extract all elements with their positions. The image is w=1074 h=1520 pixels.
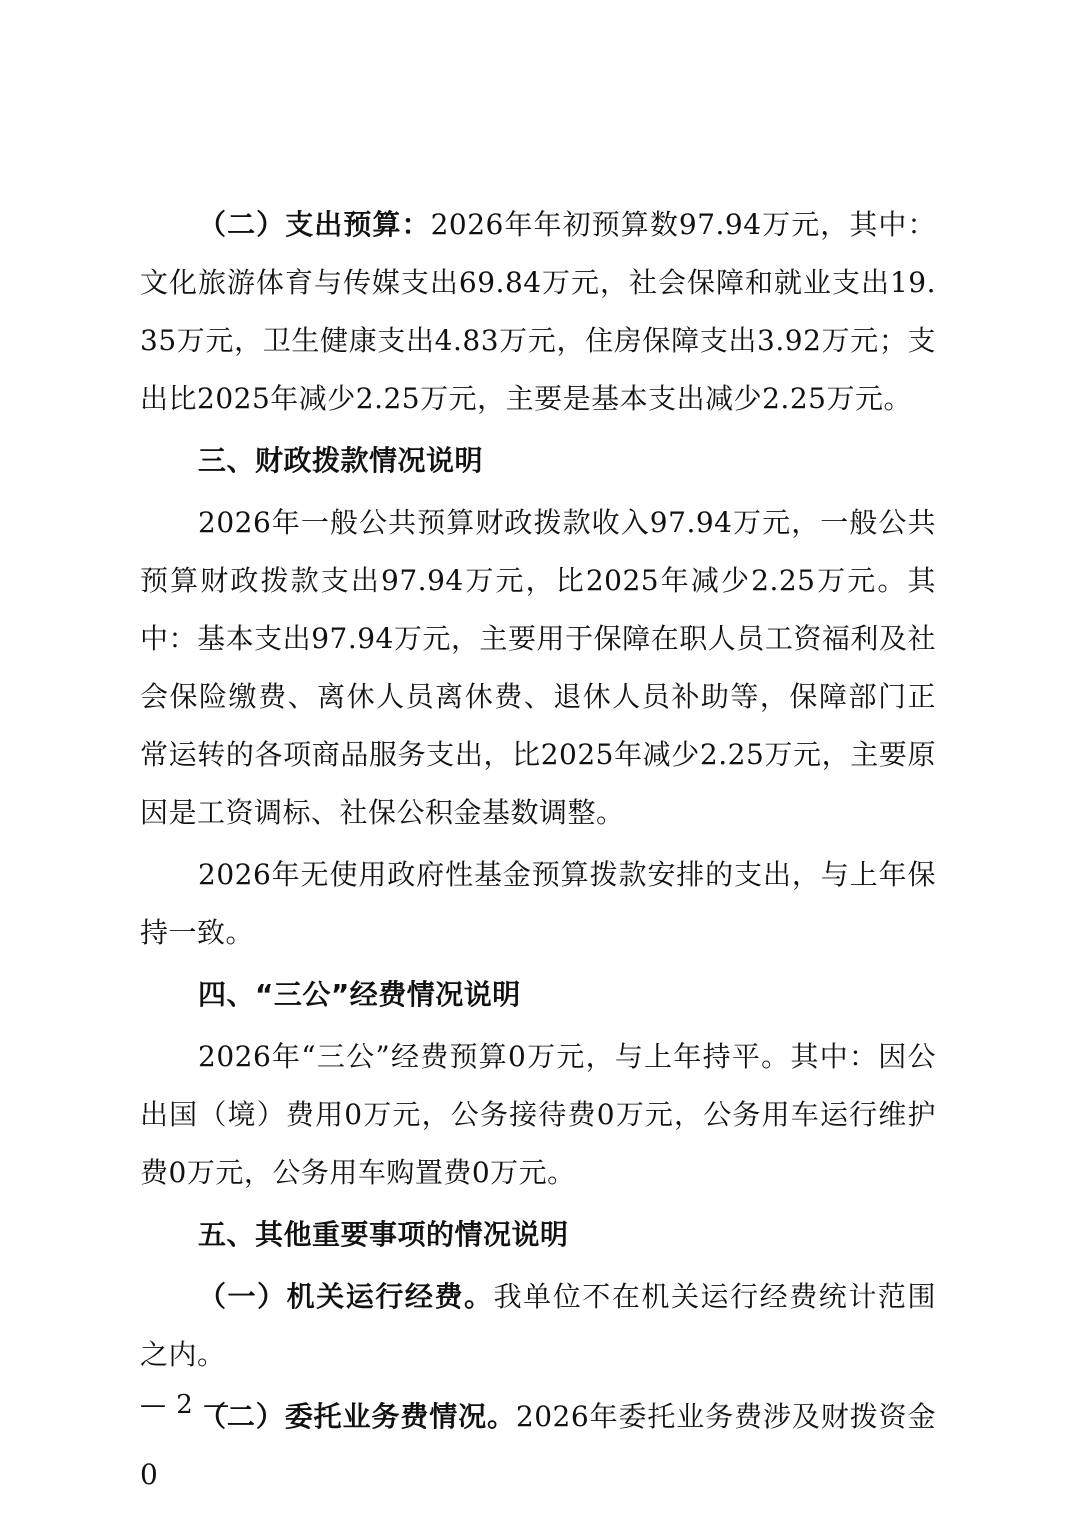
three-public-paragraph: 2026年“三公”经费预算0万元，与上年持平。其中：因公出国（境）费用0万元，公务接待费0万元，公务用车运行维护费0万元，公务用车购置费0万元。 bbox=[140, 1040, 936, 1189]
section-heading-other-matters: 五、其他重要事项的情况说明 bbox=[198, 1218, 569, 1251]
expenditure-budget-lead: （二）支出预算： bbox=[198, 208, 431, 241]
document-body bbox=[140, 196, 936, 1504]
government-fund-paragraph: 2026年无使用政府性基金预算拨款安排的支出，与上年保持一致。 bbox=[140, 858, 936, 949]
operating-expense-lead: （一）机关运行经费。 bbox=[198, 1280, 494, 1313]
entrusted-business-text: 2026年委托业务费涉及财拨资金0 bbox=[140, 1400, 936, 1491]
operating-expense-paragraph bbox=[140, 1268, 936, 1384]
expenditure-budget-text: 2026年年初预算数97.94万元，其中：文化旅游体育与传媒支出69.84万元，社会保障和就业支出19.35万元，卫生健康支出4.83万元，住房保障支出3.92万元；支出比2025年减少2.25万元，主要是基本支出减少2.25万元。 bbox=[140, 208, 936, 415]
fiscal-appropriation-paragraph: 2026年一般公共预算财政拨款收入97.94万元，一般公共预算财政拨款支出97.94万元，比2025年减少2.25万元。其中：基本支出97.94万元，主要用于保障在职人员工资福利及社会保险缴费、离休人员离休费、退休人员补助等，保障部门正常运转的各项商品服务支出，比2025年减少2.25万元，主要原因是工资调标、社保公积金基数调整。 bbox=[140, 506, 936, 829]
section-heading-fiscal-appropriation: 三、财政拨款情况说明 bbox=[198, 444, 484, 477]
section-heading-three-public: 四、“三公”经费情况说明 bbox=[198, 978, 521, 1011]
expenditure-budget-paragraph bbox=[140, 196, 936, 428]
entrusted-business-paragraph bbox=[140, 1388, 936, 1504]
page-number: — 2 — bbox=[140, 1390, 231, 1420]
entrusted-business-lead: （二）委托业务费情况。 bbox=[198, 1400, 516, 1433]
operating-expense-text: 我单位不在机关运行经费统计范围之内。 bbox=[140, 1280, 936, 1371]
